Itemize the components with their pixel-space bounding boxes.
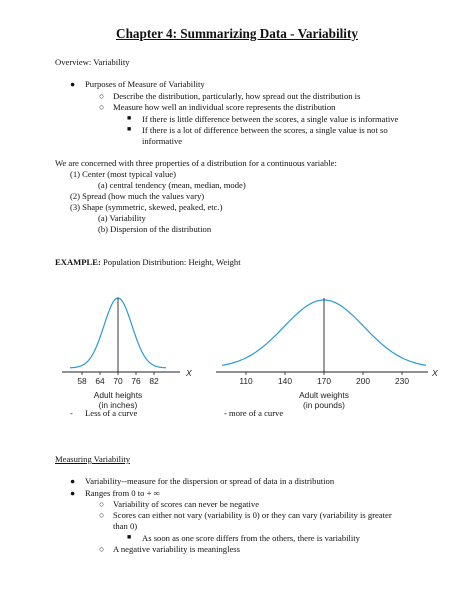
lot-difference-item: If there is a lot of difference between the scores, a single value is not so <box>142 125 388 135</box>
example-label: EXAMPLE: <box>55 257 101 267</box>
height-tick-label: 70 <box>113 376 123 386</box>
measuring-heading: Measuring Variability <box>55 454 131 464</box>
properties-intro: We are concerned with three properties of a distribution for a continuous variable: <box>55 158 337 168</box>
square-bullet: ■ <box>127 125 132 133</box>
weight-tick-label: 170 <box>317 376 331 386</box>
weight-caption-2: (in pounds) <box>303 400 345 410</box>
never-negative-item: Variability of scores can never be negative <box>113 499 260 509</box>
bullet-dot: ● <box>70 476 76 486</box>
little-difference-item: If there is little difference between the scores, a single value is informative <box>142 114 399 124</box>
weight-tick-label: 200 <box>356 376 370 386</box>
weight-tick-label: 110 <box>239 376 253 386</box>
height-axis-letter: X <box>186 368 192 378</box>
height-tick-label: 76 <box>131 376 141 386</box>
one-score-differs-item: As soon as one score differs from the others, there is variability <box>142 533 360 543</box>
left-note: Less of a curve <box>85 408 138 418</box>
page-title: Chapter 4: Summarizing Data - Variability <box>116 26 358 41</box>
measure-item: Measure how well an individual score represents the distribution <box>113 102 336 112</box>
property-shape: (3) Shape (symmetric, skewed, peaked, etc.) <box>70 202 223 212</box>
property-center: (1) Center (most typical value) <box>70 169 176 179</box>
bullet-dot: ● <box>70 79 76 89</box>
weight-tick-label: 230 <box>395 376 409 386</box>
height-caption-1: Adult heights <box>93 390 143 400</box>
purposes-item: Purposes of Measure of Variability <box>85 79 205 89</box>
hollow-bullet: ○ <box>99 510 105 520</box>
left-note-dash: - <box>70 408 73 418</box>
square-bullet: ■ <box>127 114 132 122</box>
height-tick-label: 82 <box>149 376 159 386</box>
lot-difference-item-cont: informative <box>142 136 183 146</box>
hollow-bullet: ○ <box>99 102 105 112</box>
weight-axis-letter: X <box>432 368 438 378</box>
height-caption-2: (in inches) <box>98 400 138 410</box>
range-item: Ranges from 0 to + ∞ <box>85 488 160 498</box>
weight-distribution-figure <box>216 298 438 410</box>
vary-or-not-item: Scores can either not vary (variability is 0) or they can vary (variability is greater <box>113 510 392 520</box>
property-spread: (2) Spread (how much the values vary) <box>70 191 205 201</box>
hollow-bullet: ○ <box>99 91 105 101</box>
square-bullet: ■ <box>127 533 132 541</box>
property-center-detail: (a) central tendency (mean, median, mode) <box>98 180 246 190</box>
overview-heading: Overview: Variability <box>55 57 130 67</box>
hollow-bullet: ○ <box>99 544 105 554</box>
bullet-dot: ● <box>70 488 76 498</box>
property-shape-variability: (a) Variability <box>98 213 146 223</box>
negative-meaningless-item: A negative variability is meaningless <box>113 544 240 554</box>
example-text: Population Distribution: Height, Weight <box>100 257 241 267</box>
height-ticks <box>77 372 159 386</box>
height-tick-label: 64 <box>95 376 105 386</box>
vary-or-not-item-cont: than 0) <box>113 521 138 531</box>
hollow-bullet: ○ <box>99 499 105 509</box>
describe-item: Describe the distribution, particularly, how spread out the distribution is <box>113 91 361 101</box>
weight-tick-label: 140 <box>278 376 292 386</box>
variability-definition: Variability--measure for the dispersion or spread of data in a distribution <box>85 476 335 486</box>
property-shape-dispersion: (b) Dispersion of the distribution <box>98 224 212 234</box>
height-distribution-figure <box>62 298 192 410</box>
right-note: - more of a curve <box>224 408 284 418</box>
weight-caption-1: Adult weights <box>299 390 349 400</box>
height-tick-label: 58 <box>77 376 87 386</box>
weight-ticks <box>239 372 409 386</box>
